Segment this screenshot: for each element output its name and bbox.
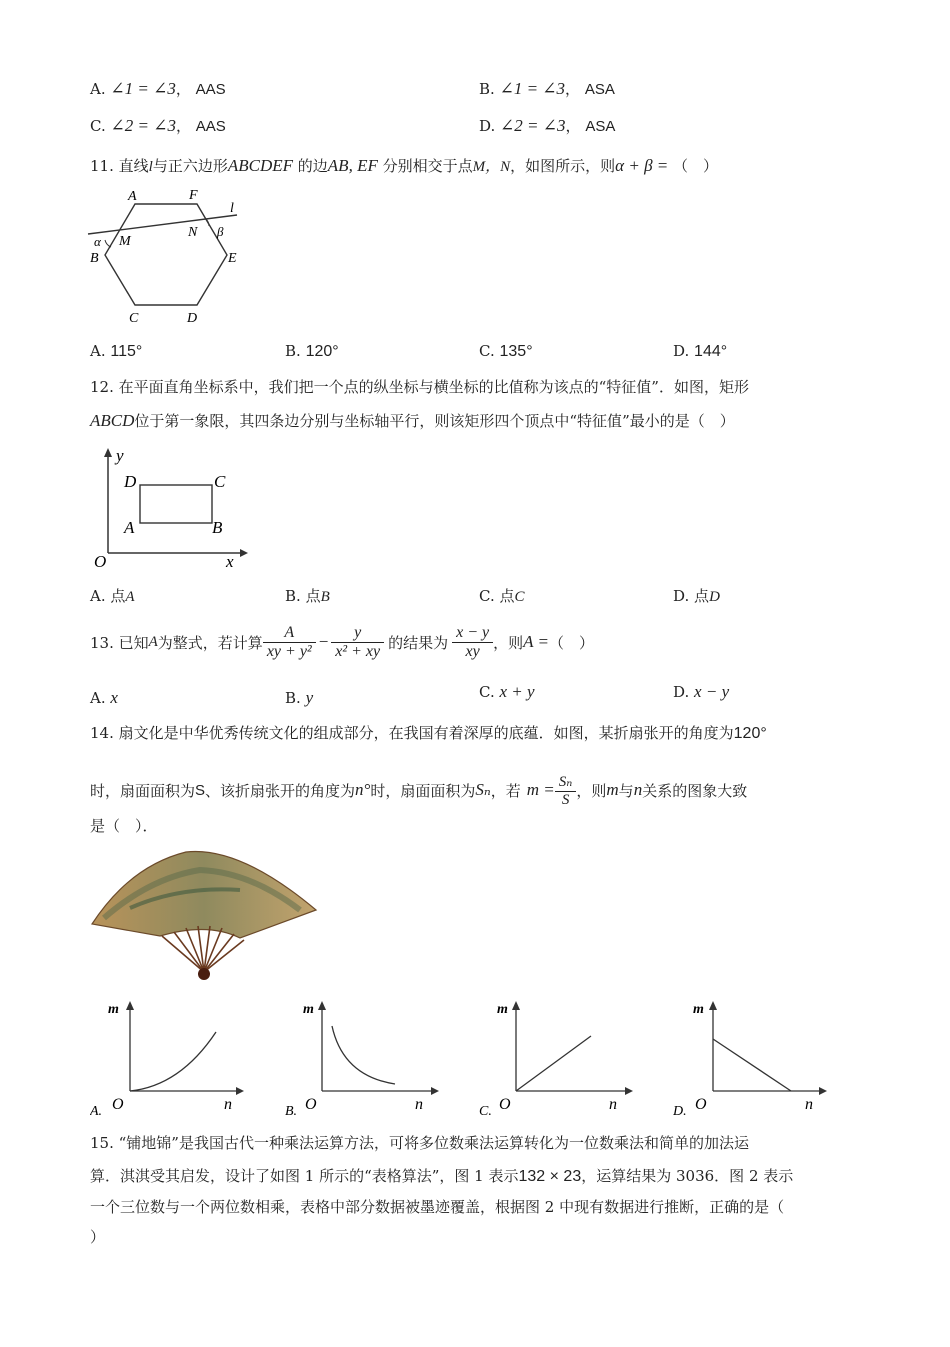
option-value: y [305, 688, 314, 707]
axis-n: n [415, 1096, 423, 1113]
graph-c[interactable] [479, 996, 639, 1121]
q11-option-b[interactable] [285, 342, 339, 361]
fraction-3 [452, 624, 493, 661]
label-x: x [226, 552, 234, 570]
edges: AB, EF [327, 156, 378, 175]
option-letter: B. [285, 587, 301, 605]
stem-text: ，如图所示，则 [510, 157, 616, 175]
numerator: Sₙ [558, 773, 573, 790]
option-value: 135° [499, 343, 533, 360]
label-b: B [212, 518, 223, 537]
var-s: S [195, 781, 206, 799]
option-letter: C. [479, 683, 495, 701]
var-n: n° [355, 780, 371, 799]
label-c: C [129, 311, 139, 326]
axis-m: m [693, 1002, 704, 1017]
option-letter: D. [479, 117, 496, 135]
q14-stem-line2 [90, 765, 747, 815]
option-math: ∠1 = ∠3 [499, 79, 566, 98]
denominator: xy [452, 642, 493, 661]
option-letter: C. [479, 1104, 492, 1119]
label-a: A [124, 518, 135, 537]
q13-stem [90, 612, 594, 672]
minus-sign: − [317, 632, 330, 651]
rect-name: ABCD [90, 411, 135, 430]
option-point: A [125, 589, 135, 605]
q10-option-c[interactable]: C. ∠2 = ∠3， AAS [90, 116, 226, 135]
label-e: E [228, 251, 237, 266]
option-value: x + y [499, 682, 535, 701]
option-text: 点 [499, 587, 515, 605]
stem-text: 与 [618, 781, 634, 800]
option-method: ASA [584, 81, 615, 98]
option-letter: B. [285, 689, 301, 707]
var-n: n [633, 780, 643, 799]
stem-text: 的边 [297, 157, 328, 175]
origin-o: O [499, 1096, 511, 1113]
axis-n: n [609, 1096, 617, 1113]
option-text: 点 [694, 587, 710, 605]
stem-text: 14. 扇文化是中华优秀传统文化的组成部分，在我国有着深厚的底蕴．如图，某折扇张开的角度为 [90, 724, 734, 742]
q10-option-b[interactable]: B. ∠1 = ∠3， ASA [479, 79, 615, 98]
origin-o: O [305, 1096, 317, 1113]
q12-option-a[interactable] [90, 585, 135, 606]
option-letter: A. [90, 689, 106, 707]
q11-option-a[interactable] [90, 342, 142, 361]
q14-stem-line3: 是（ ）． [90, 817, 158, 835]
stem-text: 分别相交于点 [382, 157, 473, 175]
q11-option-d[interactable] [673, 342, 727, 361]
label-b: B [90, 251, 99, 266]
stem-text: 位于第一象限，其四条边分别与坐标轴平行，则该矩形四个顶点中“特征值”最小的是（ ） [134, 412, 735, 430]
label-y: y [116, 446, 124, 465]
rectangle-coordinate-figure [90, 445, 250, 570]
option-value: 115° [110, 343, 143, 360]
option-method: AAS [195, 118, 226, 135]
option-letter: B. [285, 1104, 298, 1119]
q10-option-d[interactable]: D. ∠2 = ∠3， ASA [479, 116, 616, 135]
line-l: l [148, 159, 153, 175]
option-math: ∠1 = ∠3 [110, 79, 176, 98]
angle-value: 120° [733, 725, 767, 742]
stem-text: ，运算结果为 3036．图 2 表示 [581, 1167, 794, 1185]
hexagon-figure [85, 182, 250, 327]
label-alpha: α [94, 234, 101, 249]
option-letter: D. [673, 1104, 687, 1119]
q13-option-c[interactable] [479, 682, 535, 702]
stem-text: 为整式，若计算 [157, 633, 263, 652]
option-letter: C. [90, 117, 106, 135]
graph-a[interactable] [90, 996, 250, 1121]
stem-text: 关系的图象大致 [642, 781, 748, 800]
numerator: y [354, 623, 362, 641]
axis-n: n [224, 1096, 232, 1113]
stem-text: 算．淇淇受其启发，设计了如图 1 所示的“表格算法”，图 1 表示 [90, 1167, 519, 1185]
q13-option-d[interactable] [673, 682, 729, 702]
q12-option-c[interactable] [479, 585, 525, 606]
label-beta: β [217, 224, 224, 239]
q15-stem-line3: 一个三位数与一个两位数相乘，表格中部分数据被墨迹覆盖，根据图 2 中现有数据进行推断，正确的是（ [90, 1198, 785, 1216]
q12-option-b[interactable] [285, 585, 330, 606]
option-letter: D. [673, 342, 690, 360]
hexagon-name: ABCDEF [227, 156, 293, 175]
label-l: l [230, 201, 234, 216]
q14-stem-line1 [90, 722, 767, 743]
option-math: ∠2 = ∠3 [500, 116, 566, 135]
option-letter: A. [90, 342, 106, 360]
option-letter: A. [90, 80, 106, 98]
option-letter: B. [479, 80, 495, 98]
q12-stem-line1: 12. 在平面直角坐标系中，我们把一个点的纵坐标与横坐标的比值称为该点的“特征值”．如图，矩形 [90, 378, 749, 396]
origin-o: O [112, 1096, 124, 1113]
q12-option-d[interactable] [673, 585, 720, 606]
graph-d[interactable] [673, 996, 833, 1121]
stem-text: 与正六边形 [152, 157, 228, 175]
label-f: F [189, 188, 198, 203]
option-letter: B. [285, 342, 301, 360]
option-method: AAS [195, 81, 226, 98]
fraction-1 [263, 624, 316, 661]
label-o: O [94, 552, 107, 570]
numerator: x − y [456, 623, 490, 641]
stem-text: ，则 [493, 633, 524, 652]
stem-text: 时，扇面面积为 [90, 781, 196, 800]
label-d: D [124, 472, 137, 491]
stem-text: 的结果为 [388, 633, 449, 652]
option-letter: A. [90, 587, 106, 605]
q13-option-b[interactable] [285, 688, 313, 708]
label-a: A [128, 189, 137, 204]
label-n: N [188, 225, 198, 240]
option-point: D [709, 589, 720, 605]
denominator: xy + y² [263, 642, 316, 661]
option-math: ∠2 = ∠3 [110, 116, 176, 135]
var-m: m = [526, 780, 555, 799]
answer-blank: （ ） [673, 157, 719, 175]
q13-option-a[interactable] [90, 688, 118, 708]
option-point: B [320, 589, 330, 605]
expression: α + β = [615, 156, 669, 175]
fraction-m [555, 772, 577, 809]
axis-n: n [805, 1096, 813, 1113]
points: M，N [472, 159, 511, 175]
expression: 132 × 23 [518, 1168, 582, 1185]
label-d: D [187, 311, 198, 326]
label-m: M [119, 234, 131, 249]
q12-stem-line2 [90, 410, 735, 431]
option-value: 144° [694, 343, 728, 360]
option-letter: D. [673, 683, 690, 701]
axis-m: m [108, 1002, 119, 1017]
q15-stem-line1: 15. “铺地锦”是我国古代一种乘法运算方法，可将多位数乘法运算转化为一位数乘法和简单的加法运 [90, 1134, 749, 1152]
folding-fan-image [90, 848, 318, 984]
stem-text: 时，扇面面积为 [370, 781, 476, 800]
denominator: S [555, 791, 577, 809]
stem-text: 13. 已知 [90, 633, 149, 652]
axis-m: m [497, 1002, 508, 1017]
q15-stem-line2 [90, 1165, 793, 1186]
option-value: 120° [305, 343, 339, 360]
q11-option-c[interactable] [479, 342, 533, 361]
q15-stem-line4: ） [90, 1228, 106, 1246]
var-m: m [606, 780, 619, 799]
option-value: x [110, 688, 118, 707]
answer-blank: （ ） [548, 633, 594, 652]
option-text: 点 [305, 587, 321, 605]
q10-option-a[interactable]: A. ∠1 = ∠3， AAS [90, 79, 226, 98]
option-value: x − y [694, 682, 730, 701]
q11-stem [90, 155, 718, 176]
axis-m: m [303, 1002, 314, 1017]
option-method: ASA [585, 118, 616, 135]
origin-o: O [695, 1096, 707, 1113]
fraction-2 [331, 624, 384, 661]
option-letter: A. [90, 1104, 103, 1119]
var-a: A [148, 633, 158, 650]
numerator: A [284, 623, 295, 641]
stem-text: 、该折扇张开的角度为 [205, 781, 356, 800]
option-letter: C. [479, 587, 495, 605]
question-number: 11. [90, 157, 114, 175]
option-letter: D. [673, 587, 690, 605]
stem-text: ，若 [490, 781, 521, 800]
option-point: C [514, 589, 525, 605]
graph-b[interactable] [285, 996, 445, 1121]
stem-text: ，则 [576, 781, 607, 800]
var-sn: Sₙ [475, 780, 491, 799]
option-letter: C. [479, 342, 495, 360]
expression: A = [523, 632, 549, 651]
stem-text: 直线 [118, 157, 149, 175]
label-c: C [214, 472, 226, 491]
option-text: 点 [110, 587, 126, 605]
denominator: x² + xy [331, 642, 384, 661]
